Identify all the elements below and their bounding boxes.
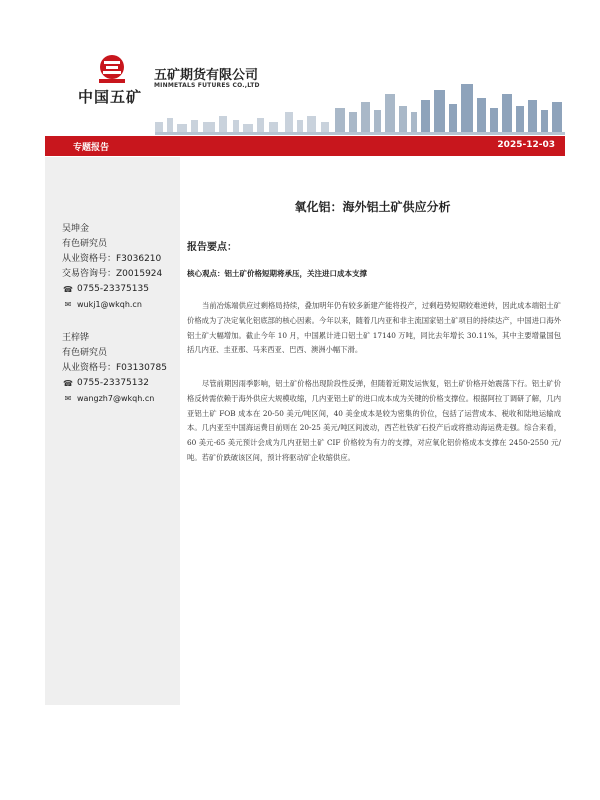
analyst-license: 从业资格号：F03130785 <box>62 363 167 373</box>
analyst-consult-license: 交易咨询号：Z0015924 <box>62 269 163 279</box>
analyst-email[interactable]: wukj1@wkqh.cn <box>77 300 142 309</box>
analyst-email[interactable]: wangzh7@wkqh.cn <box>77 394 155 403</box>
analyst-email-row <box>62 297 162 312</box>
analyst-email-row <box>62 391 167 406</box>
envelope-icon: ✉ <box>64 394 72 403</box>
analyst-role: 有色研究员 <box>62 348 108 358</box>
body-paragraph: 当前冶炼端供应过剩格局持续，叠加明年仍有较多新建产能将投产，过剩趋势短期较难逆转，因此成本端铝土矿价格成为了决定氧化铝底部的核心因素。今年以来，随着几内亚和非主流国家铝土矿项目的持续达产，中国进口海外铝土矿大幅增加。截止今年 10 月，中国累计进口铝土矿 17140 万吨，同比去年增长 30.11%，其中主要增量国包括几内亚、圭亚那、马来西亚、巴西、澳洲小幅下滑。 <box>187 301 561 355</box>
analyst-license: 从业资格号：F3036210 <box>62 254 162 264</box>
analyst-card <box>62 222 162 312</box>
phone-icon: ☎ <box>63 285 73 294</box>
company-name-cn: 五矿期货有限公司 <box>154 68 259 83</box>
body-paragraph: 尽管前期因雨季影响，铝土矿价格出现阶段性反弹，但随着近期发运恢复，铝土矿价格开始震荡下行。铝土矿价格反转需依赖于海外供应大规模收缩，几内亚铝土矿的进口成本成为关键的价格支撑位。根据阿拉丁调研了解，几内亚铝土矿 FOB 成本在 20-50 美元/吨区间，40 美金成本是较为密集的价位，包括了运营成本、税收和陆地运输成本。几内亚至中国海运费目前则在 20-25 美元/吨区间波动，西芒杜铁矿石投产后或将推动海运费走强。综合来看，60 美元-65 美元预计会成为几内亚铝土矿 CIF 价格较为有力的支撑，对应氧化铝价格成本支撑在 2450-2550 元/吨。若矿价跌破该区间，预计将驱动矿企收缩供应。 <box>187 379 561 462</box>
core-view: 核心观点：铝土矿价格短期将承压，关注进口成本支撑 <box>187 269 367 278</box>
logo-text: 中国五矿 <box>78 88 143 106</box>
phone-icon: ☎ <box>63 379 73 388</box>
analyst-phone-row <box>62 376 167 391</box>
section-heading: 报告要点： <box>187 242 237 253</box>
minmetals-logo-icon <box>95 54 129 84</box>
analyst-role: 有色研究员 <box>62 239 108 249</box>
report-type-banner <box>45 136 565 156</box>
analyst-name: 王梓铧 <box>62 333 90 343</box>
report-date: 2025-12-03 <box>497 140 555 150</box>
company-name-en: MINMETALS FUTURES CO.,LTD <box>154 82 260 89</box>
analyst-name: 吴坤金 <box>62 224 90 234</box>
analyst-card <box>62 331 167 406</box>
analyst-phone: 0755-23375135 <box>77 284 149 294</box>
analyst-phone-row <box>62 282 162 297</box>
report-title: 氧化铝：海外铝土矿供应分析 <box>294 200 451 214</box>
analyst-phone: 0755-23375132 <box>77 378 149 388</box>
envelope-icon: ✉ <box>64 300 72 309</box>
report-type-label: 专题报告 <box>73 143 110 153</box>
city-skyline-image <box>155 82 565 135</box>
